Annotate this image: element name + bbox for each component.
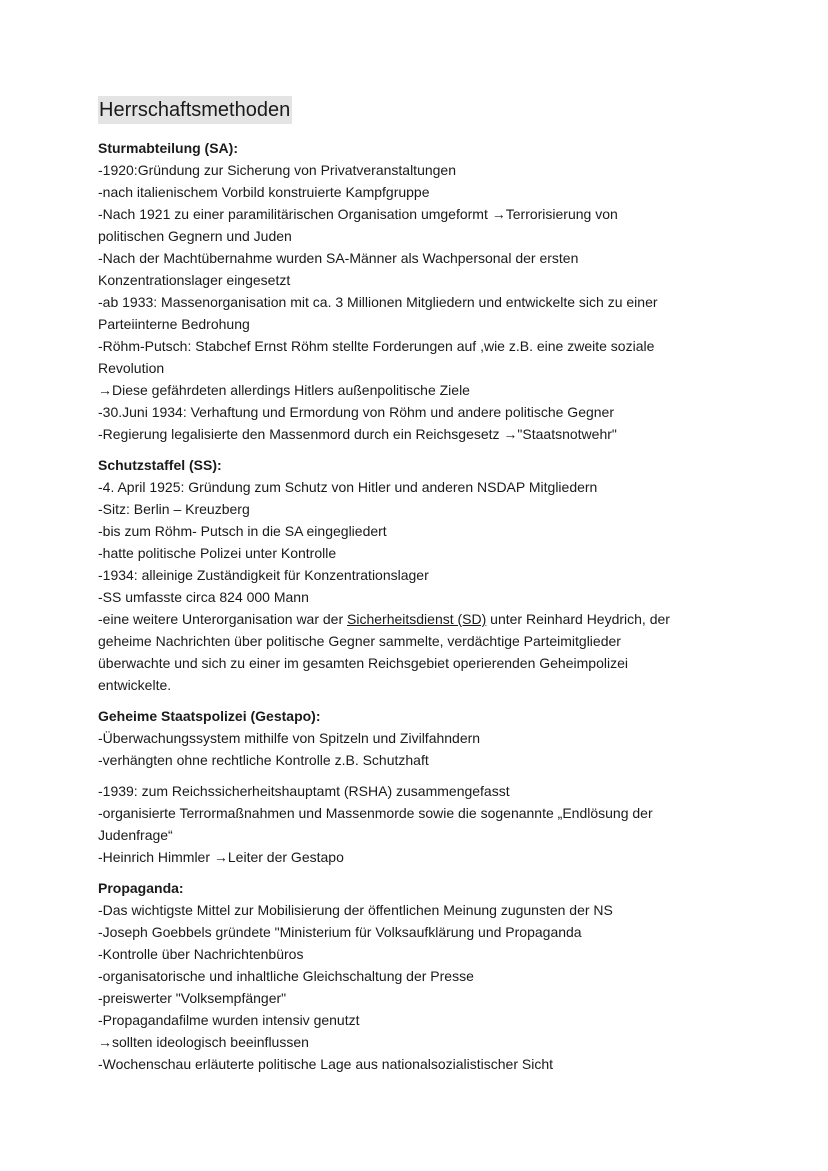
text-line: -organisierte Terrormaßnahmen und Massenmorde sowie die sogenannte „Endlösung der	[98, 805, 653, 821]
section-propaganda	[98, 877, 738, 1075]
section-heading-propaganda: Propaganda:	[98, 880, 184, 896]
text-line: →Diese gefährdeten allerdings Hitlers außenpolitische Ziele	[98, 382, 470, 398]
text-line: -Regierung legalisierte den Massenmord durch ein Reichsgesetz →"Staatsnotwehr"	[98, 426, 617, 442]
text-line: -4. April 1925: Gründung zum Schutz von Hitler und anderen NSDAP Mitgliedern	[98, 479, 598, 495]
text-line: -Röhm-Putsch: Stabchef Ernst Röhm stellte Forderungen auf ,wie z.B. eine zweite soziale	[98, 338, 655, 354]
text-line: -1920:Gründung zur Sicherung von Privatveranstaltungen	[98, 162, 456, 178]
text-line: -Nach 1921 zu einer paramilitärischen Organisation umgeformt →Terrorisierung von	[98, 206, 618, 222]
text-line: politischen Gegnern und Juden	[98, 228, 292, 244]
text-line: -Das wichtigste Mittel zur Mobilisierung der öffentlichen Meinung zugunsten der NS	[98, 902, 613, 918]
text-line: -organisatorische und inhaltliche Gleichschaltung der Presse	[98, 968, 474, 984]
text-line: -1939: zum Reichssicherheitshauptamt (RSHA) zusammengefasst	[98, 783, 510, 799]
text-line: →sollten ideologisch beeinflussen	[98, 1034, 309, 1050]
text-line: -hatte politische Polizei unter Kontrolle	[98, 545, 337, 561]
text-line: -verhängten ohne rechtliche Kontrolle z.B. Schutzhaft	[98, 752, 429, 768]
section-gestapo	[98, 705, 738, 868]
paragraph-gap	[98, 771, 738, 780]
text-line: geheime Nachrichten über politische Gegner sammelte, verdächtige Parteimitglieder	[98, 633, 621, 649]
section-heading-gestapo: Geheime Staatspolizei (Gestapo):	[98, 708, 321, 724]
text-line: -Sitz: Berlin – Kreuzberg	[98, 501, 250, 517]
text-line: Judenfrage“	[98, 827, 173, 843]
text-line: -Joseph Goebbels gründete "Ministerium für Volksaufklärung und Propaganda	[98, 924, 582, 940]
text-line: -Heinrich Himmler →Leiter der Gestapo	[98, 849, 344, 865]
text-line: -Kontrolle über Nachrichtenbüros	[98, 946, 304, 962]
text-line-sd	[98, 608, 738, 630]
document-title: Herrschaftsmethoden	[98, 96, 292, 124]
text-line: Konzentrationslager eingesetzt	[98, 272, 291, 288]
text-line: -Nach der Machtübernahme wurden SA-Männer als Wachpersonal der ersten	[98, 250, 579, 266]
section-sa	[98, 137, 738, 445]
text-line: -1934: alleinige Zuständigkeit für Konzentrationslager	[98, 567, 429, 583]
text-line: -Wochenschau erläuterte politische Lage aus nationalsozialistischer Sicht	[98, 1056, 553, 1072]
section-heading-ss: Schutzstaffel (SS):	[98, 457, 222, 473]
text-line: entwickelte.	[98, 677, 172, 693]
section-ss	[98, 454, 738, 696]
text-segment: unter Reinhard Heydrich, der	[486, 611, 670, 627]
text-line: -ab 1933: Massenorganisation mit ca. 3 Millionen Mitgliedern und entwickelte sich zu einer	[98, 294, 658, 310]
text-line: -30.Juni 1934: Verhaftung und Ermordung von Röhm und andere politische Gegner	[98, 404, 615, 420]
text-line: Parteiinterne Bedrohung	[98, 316, 250, 332]
document-page	[98, 96, 738, 1084]
section-heading-sa: Sturmabteilung (SA):	[98, 140, 238, 156]
text-line: -preiswerter "Volksempfänger"	[98, 990, 287, 1006]
text-line: überwachte und sich zu einer im gesamten Reichsgebiet operierenden Geheimpolizei	[98, 655, 628, 671]
text-line: -nach italienischem Vorbild konstruierte Kampfgruppe	[98, 184, 430, 200]
text-segment: -eine weitere Unterorganisation war der	[98, 611, 348, 627]
text-line: -Überwachungssystem mithilfe von Spitzeln und Zivilfahndern	[98, 730, 481, 746]
text-line: -SS umfasste circa 824 000 Mann	[98, 589, 309, 605]
text-line: Revolution	[98, 360, 165, 376]
text-line: -Propagandafilme wurden intensiv genutzt	[98, 1012, 360, 1028]
underlined-term-sd: Sicherheitsdienst (SD)	[347, 611, 487, 627]
text-line: -bis zum Röhm- Putsch in die SA eingegliedert	[98, 523, 387, 539]
